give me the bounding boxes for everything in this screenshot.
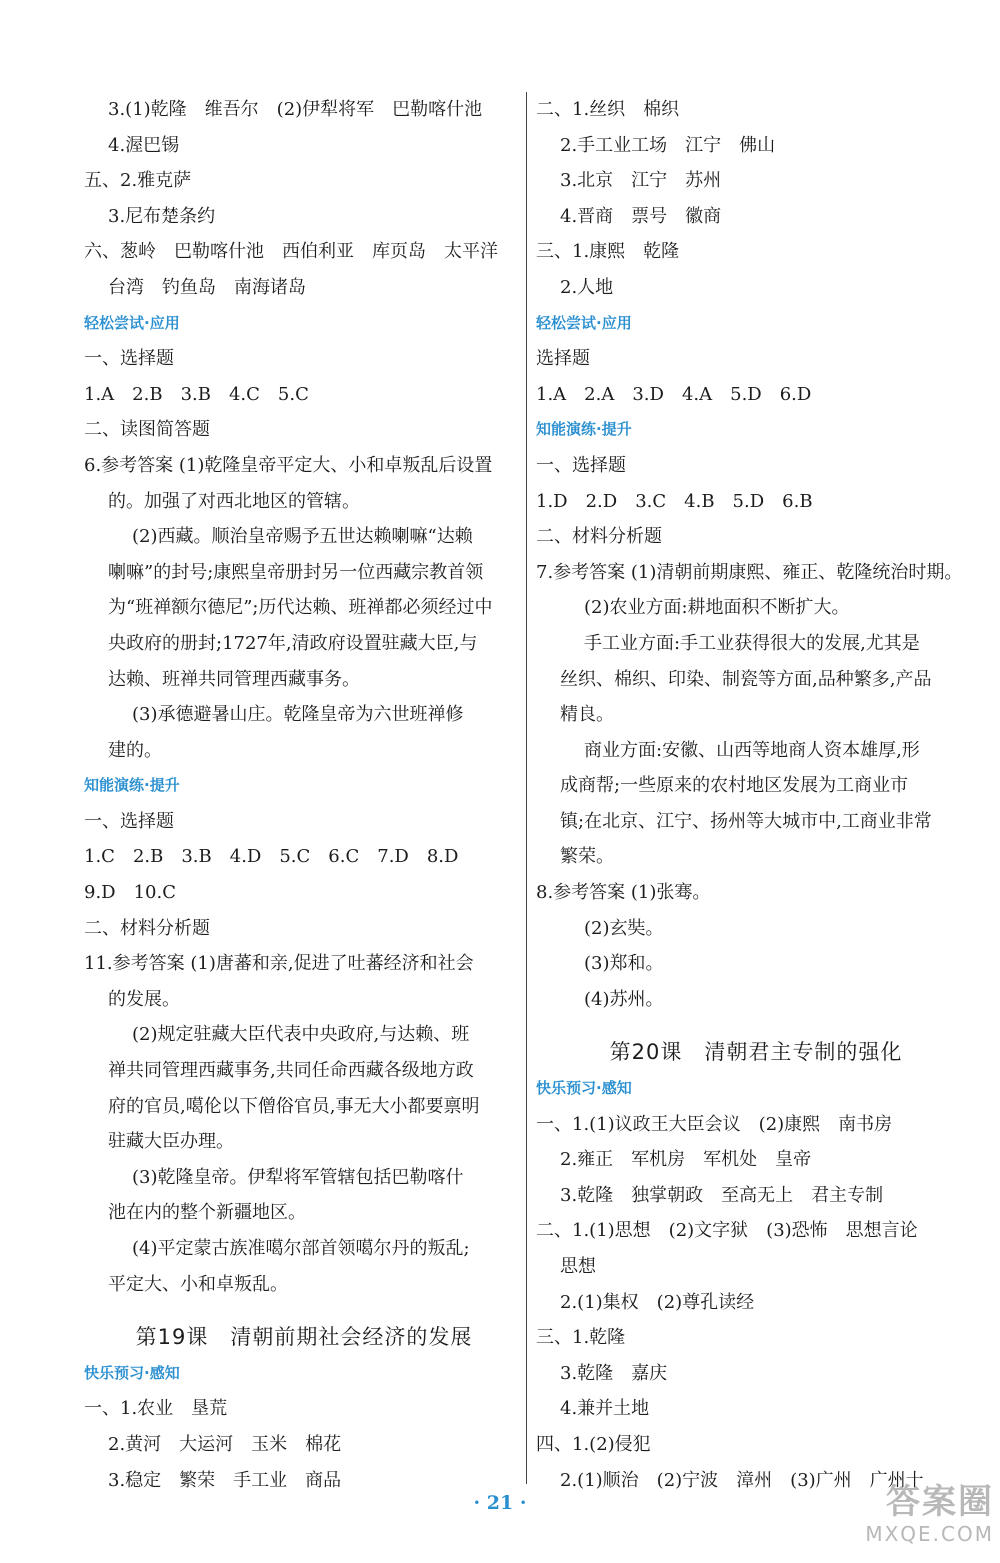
answer-line: 二、材料分析题 [84, 917, 210, 939]
answer-line: 3.尼布楚条约 [108, 205, 216, 227]
answer-line: 6.参考答案 (1)乾隆皇帝平定大、小和卓叛乱后设置 [84, 454, 493, 476]
answer-line: 二、读图简答题 [84, 419, 210, 441]
lesson-title: 第19课 清朝前期社会经济的发展 [135, 1325, 473, 1350]
answer-line: 四、1.(2)侵犯 [536, 1433, 651, 1455]
answer-line: 二、1.(1)思想 (2)文字狱 (3)恐怖 思想言论 [536, 1220, 918, 1242]
watermark-text: 答案圈 [886, 1482, 994, 1522]
answer-line: 二、材料分析题 [536, 526, 662, 548]
answer-line: 精良。 [560, 704, 614, 726]
page-number: · 21 · [473, 1492, 527, 1514]
answer-line: 1.D 2.D 3.C 4.B 5.D 6.B [536, 490, 813, 512]
answer-line: 六、葱岭 巴勒喀什池 西伯利亚 库页岛 太平洋 [84, 241, 498, 263]
answer-line: 4.渥巴锡 [108, 134, 180, 156]
answer-line: (3)乾隆皇帝。伊犁将军管辖包括巴勒喀什 [132, 1166, 464, 1188]
answer-line: 为“班禅额尔德尼”;历代达赖、班禅都必须经过中 [108, 597, 493, 619]
answer-line: 2.黄河 大运河 玉米 棉花 [108, 1433, 342, 1455]
spacer [536, 1017, 976, 1035]
answer-line: 繁荣。 [560, 846, 614, 868]
answer-line: 1.A 2.A 3.D 4.A 5.D 6.D [536, 383, 812, 405]
answer-line: 央政府的册封;1727年,清政府设置驻藏大臣,与 [108, 632, 478, 654]
answer-line: 二、1.丝织 棉织 [536, 99, 680, 120]
answer-line: 池在内的整个新疆地区。 [108, 1202, 306, 1224]
section-heading: 轻松尝试·应用 [84, 313, 180, 332]
answer-line: 3.(1)乾隆 维吾尔 (2)伊犁将军 巴勒喀什池 [108, 99, 483, 120]
watermark-url: MXQE.COM [865, 1522, 994, 1546]
section-heading: 轻松尝试·应用 [536, 313, 632, 332]
answer-line: 三、1.康熙 乾隆 [536, 241, 680, 263]
answer-line: 驻藏大臣办理。 [108, 1131, 234, 1153]
section-heading: 快乐预习·感知 [536, 1079, 632, 1098]
answer-line: 喇嘛”的封号;康熙皇帝册封另一位西藏宗教首领 [108, 561, 484, 583]
answer-line: 9.D 10.C [84, 882, 177, 904]
answer-line: 镇;在北京、江宁、扬州等大城市中,工商业非常 [560, 810, 932, 832]
answer-line: 3.乾隆 独掌朝政 至高无上 君主专制 [560, 1184, 884, 1206]
answer-line: 一、选择题 [84, 810, 174, 832]
column-divider [526, 92, 527, 1484]
answer-line: 选择题 [536, 348, 590, 370]
answer-line: 手工业方面:手工业获得很大的发展,尤其是 [584, 632, 920, 654]
watermark-logo [806, 1482, 994, 1554]
section-heading: 快乐预习·感知 [84, 1363, 180, 1382]
answer-line: 7.参考答案 (1)清朝前期康熙、雍正、乾隆统治时期。 [536, 561, 963, 583]
answer-line: 2.人地 [560, 276, 614, 298]
answer-line: (4)苏州。 [584, 988, 664, 1010]
lesson-title: 第20课 清朝君主专制的强化 [609, 1040, 903, 1065]
answer-line: (3)郑和。 [584, 953, 664, 975]
answer-line: 一、选择题 [84, 348, 174, 370]
answer-line: 三、1.乾隆 [536, 1327, 626, 1349]
answer-line: 3.乾隆 嘉庆 [560, 1362, 668, 1384]
answer-line: 达赖、班禅共同管理西藏事务。 [108, 668, 360, 690]
answer-line: 2.(1)集权 (2)尊孔读经 [560, 1291, 755, 1313]
answer-line: (4)平定蒙古族准噶尔部首领噶尔丹的叛乱; [132, 1238, 470, 1259]
answer-line: (2)西藏。顺治皇帝赐予五世达赖喇嘛“达赖 [132, 526, 473, 548]
answer-line: 3.北京 江宁 苏州 [560, 170, 722, 192]
answer-line: 2.(1)顺治 (2)宁波 漳州 (3)广州 广州十 [560, 1469, 924, 1491]
answer-line: 一、1.(1)议政王大臣会议 (2)康熙 南书房 [536, 1113, 893, 1135]
answer-line: 台湾 钓鱼岛 南海诸岛 [108, 276, 306, 298]
answer-line: 禅共同管理西藏事务,共同任命西藏各级地方政 [108, 1060, 474, 1082]
right-column [536, 92, 976, 1498]
answer-line: (2)玄奘。 [584, 917, 664, 939]
answer-line: 一、选择题 [536, 454, 626, 476]
section-heading: 知能演练·提升 [536, 420, 632, 439]
spacer [84, 1302, 524, 1320]
answer-line: 府的官员,噶伦以下僧俗官员,事无大小都要禀明 [108, 1095, 480, 1117]
answer-line: (2)农业方面:耕地面积不断扩大。 [584, 597, 850, 619]
answer-line: 建的。 [108, 739, 162, 761]
answer-line: 的发展。 [108, 988, 180, 1010]
answer-line: 成商帮;一些原来的农村地区发展为工商业市 [560, 775, 909, 797]
answer-line: 2.手工业工场 江宁 佛山 [560, 134, 776, 156]
left-column [84, 92, 524, 1498]
section-heading: 知能演练·提升 [84, 776, 180, 795]
answer-line: 一、1.农业 垦荒 [84, 1398, 228, 1420]
answer-line: 五、2.雅克萨 [84, 170, 192, 192]
answer-line: (2)规定驻藏大臣代表中央政府,与达赖、班 [132, 1024, 470, 1046]
answer-line: 平定大、小和卓叛乱。 [108, 1273, 288, 1295]
answer-line: 思想 [560, 1256, 596, 1277]
answer-line: 11.参考答案 (1)唐蕃和亲,促进了吐蕃经济和社会 [84, 953, 474, 975]
answer-line: 4.兼并土地 [560, 1398, 650, 1420]
answer-line: 4.晋商 票号 徽商 [560, 205, 722, 227]
answer-line: 3.稳定 繁荣 手工业 商品 [108, 1469, 342, 1491]
answer-line: 商业方面:安徽、山西等地商人资本雄厚,形 [584, 739, 920, 761]
answer-line: 2.雍正 军机房 军机处 皇帝 [560, 1149, 812, 1171]
answer-line: (3)承德避暑山庄。乾隆皇帝为六世班禅修 [132, 704, 464, 726]
answer-line: 1.A 2.B 3.B 4.C 5.C [84, 383, 309, 405]
answer-line: 的。加强了对西北地区的管辖。 [108, 490, 360, 512]
answer-line: 丝织、棉织、印染、制瓷等方面,品种繁多,产品 [560, 668, 932, 690]
answer-line: 1.C 2.B 3.B 4.D 5.C 6.C 7.D 8.D [84, 846, 459, 868]
answer-line: 8.参考答案 (1)张骞。 [536, 882, 711, 904]
